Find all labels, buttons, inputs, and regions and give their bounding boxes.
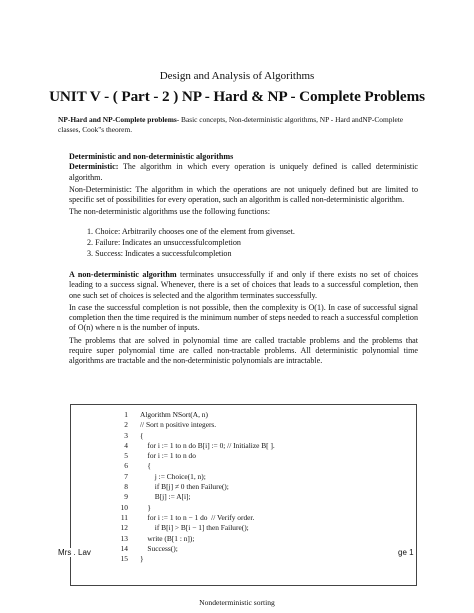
term-highlight: A non-deterministic algorithm xyxy=(69,270,177,279)
line-number: 2 xyxy=(124,420,128,430)
line-number: 12 xyxy=(120,523,128,533)
line-number: 3 xyxy=(124,430,128,440)
paragraph: A non-deterministic algorithm terminates unsuccessfully if and only if there exists no set of choices leading to a success signal. Whenever, there is a set of choices that leads to a successful completion, then one such set of choices is selected and the algorithm terminates successfully. xyxy=(69,270,418,300)
deterministic-label: Deterministic: xyxy=(69,162,119,172)
code-text: j := Choice(1, n); xyxy=(140,471,206,481)
line-number: 15 xyxy=(120,554,128,564)
non-deterministic-definition: Non-Deterministic: The algorithm in which the operations are not uniquely defined but are limited to specific set of possibilities for every operation, such an algorithm is called non-deterministic algorithm. xyxy=(69,184,418,205)
code-text: B[j] := A[i]; xyxy=(140,492,191,502)
section-heading: Deterministic and non-deterministic algorithms xyxy=(69,152,234,161)
footer-author: Mrs . Lav xyxy=(58,548,91,557)
syllabus-text: - Basic concepts, Non-deterministic algorithms, NP - Hard andNP-Complete classes, Cook"s theorem. xyxy=(58,115,404,134)
code-text: { xyxy=(140,430,144,440)
line-number: 9 xyxy=(124,492,128,502)
code-text: Algorithm NSort(A, n) xyxy=(140,410,208,419)
functions-intro: The non-deterministic algorithms use the following functions: xyxy=(69,207,270,217)
deterministic-definition: Deterministic: The algorithm in which every operation is uniquely defined is called deterministic algorithm. xyxy=(69,162,418,182)
code-text: for i := 1 to n − 1 do // Verify order. xyxy=(140,512,255,522)
list-item: 2. Failure: Indicates an unsuccessfulcompletion xyxy=(87,238,241,247)
code-text: for i := 1 to n do B[i] := 0; // Initialize B[ ]. xyxy=(140,440,275,450)
non-deterministic-label: Non-Deterministic: xyxy=(69,184,132,194)
line-number: 6 xyxy=(124,461,128,471)
code-text: if B[j] ≠ 0 then Failure(); xyxy=(140,482,229,492)
code-text: } xyxy=(140,502,151,512)
code-text: Success(); xyxy=(140,543,178,553)
line-number: 10 xyxy=(120,502,128,512)
paragraph: In case the successful completion is not possible, then the complexity is O(1). In case of successful signal completion then the time required is the minimum number of steps needed to reach a successful completion of O(n) where n is the number of inputs. xyxy=(69,302,418,333)
code-text: for i := 1 to n do xyxy=(140,451,196,461)
section-deterministic xyxy=(69,152,418,220)
footer-page-number: ge 1 xyxy=(398,548,414,557)
line-number: 5 xyxy=(124,451,128,461)
line-number: 8 xyxy=(124,482,128,492)
figure-caption: Nondeterministic sorting xyxy=(199,598,275,607)
functions-list xyxy=(87,226,295,259)
syllabus-label: NP-Hard and NP-Complete problems xyxy=(58,115,177,124)
line-number: 13 xyxy=(120,533,128,543)
code-text: } xyxy=(140,554,144,564)
line-number: 14 xyxy=(120,543,128,553)
code-text: { xyxy=(140,461,151,471)
paragraph: The problems that are solved in polynomial time are called tractable problems and the problems that require super polynomial time are called non-tractable problems. All deterministic polynomial time algorithms are tractable and the non-deterministic polynomials are intractable. xyxy=(69,335,418,366)
unit-title: UNIT V - ( Part - 2 ) NP - Hard & NP - Complete Problems xyxy=(49,88,425,105)
course-title: Design and Analysis of Algorithms xyxy=(159,70,315,82)
list-item: 3. Success: Indicates a successfulcompletion xyxy=(87,249,232,258)
line-number: 7 xyxy=(124,471,128,481)
section-non-deterministic xyxy=(69,270,418,369)
code-text: // Sort n positive integers. xyxy=(140,420,217,430)
list-item: 1. Choice: Arbitrarily chooses one of the element from givenset. xyxy=(87,227,295,236)
line-number: 11 xyxy=(120,512,128,522)
line-number: 4 xyxy=(124,440,128,450)
code-text: if B[i] > B[i − 1] then Failure(); xyxy=(140,523,249,533)
line-number: 1 xyxy=(124,410,128,419)
syllabus-line xyxy=(58,115,418,134)
code-text: write (B[1 : n]); xyxy=(140,533,195,543)
